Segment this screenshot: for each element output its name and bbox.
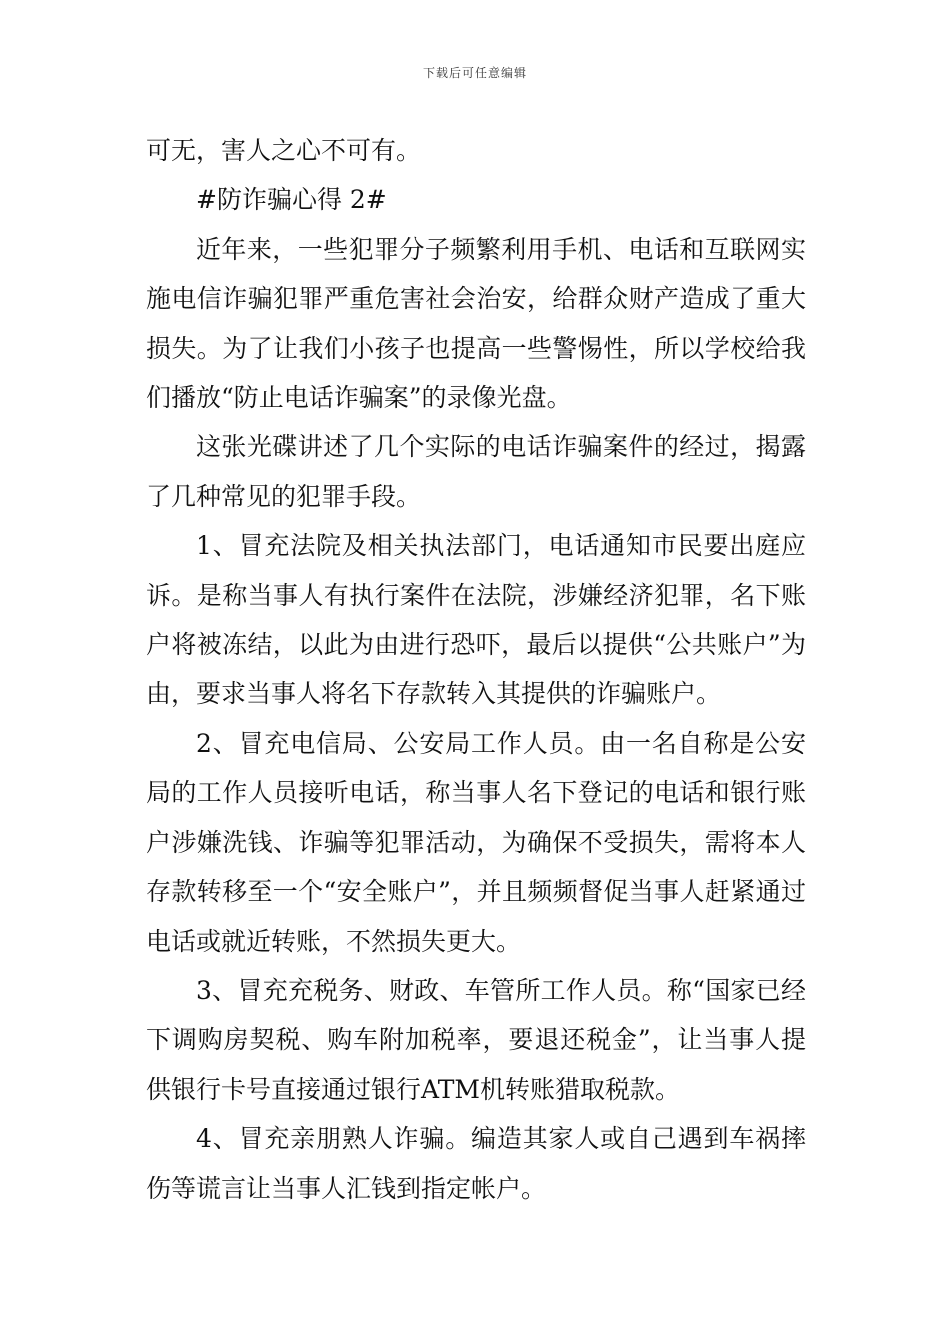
section-heading: #防诈骗心得 2# — [196, 185, 387, 215]
paragraph-intro: 近年来，一些犯罪分子频繁利用手机、电话和互联网实施电信诈骗犯罪严重危害社会治安，给群众财产造成了重大损失。为了让我们小孩子也提高一些警惕性，所以学校给我们播放“防止电话诈骗案”的录像光盘。 — [146, 234, 806, 413]
list-item-1: 1、冒充法院及相关执法部门，电话通知市民要出庭应诉。是称当事人有执行案件在法院，涉嫌经济犯罪，名下账户将被冻结，以此为由进行恐吓，最后以提供“公共账户”为由，要求当事人将名下存款转入其提供的诈骗账户。 — [146, 531, 806, 709]
paragraph-disc-summary: 这张光碟讲述了几个实际的电话诈骗案件的经过，揭露了几种常见的犯罪手段。 — [146, 432, 806, 511]
list-item-4: 4、冒充亲朋熟人诈骗。编造其家人或自己遇到车祸摔伤等谎言让当事人汇钱到指定帐户。 — [146, 1124, 806, 1203]
paragraph-continuation: 可无，害人之心不可有。 — [146, 136, 422, 165]
list-item-3: 3、冒充充税务、财政、车管所工作人员。称“国家已经下调购房契税、购车附加税率，要退还税金”，让当事人提供银行卡号直接通过银行ATM机转账猎取税款。 — [146, 975, 806, 1104]
page-header: 下载后可任意编辑 — [422, 66, 527, 80]
list-item-2: 2、冒充电信局、公安局工作人员。由一名自称是公安局的工作人员接听电话，称当事人名下登记的电话和银行账户涉嫌洗钱、诈骗等犯罪活动，为确保不受损失，需将本人存款转移至一个“安全账户”，并且频频督促当事人赶紧通过电话或就近转账，不然损失更大。 — [146, 728, 806, 956]
document-body — [146, 126, 806, 1213]
